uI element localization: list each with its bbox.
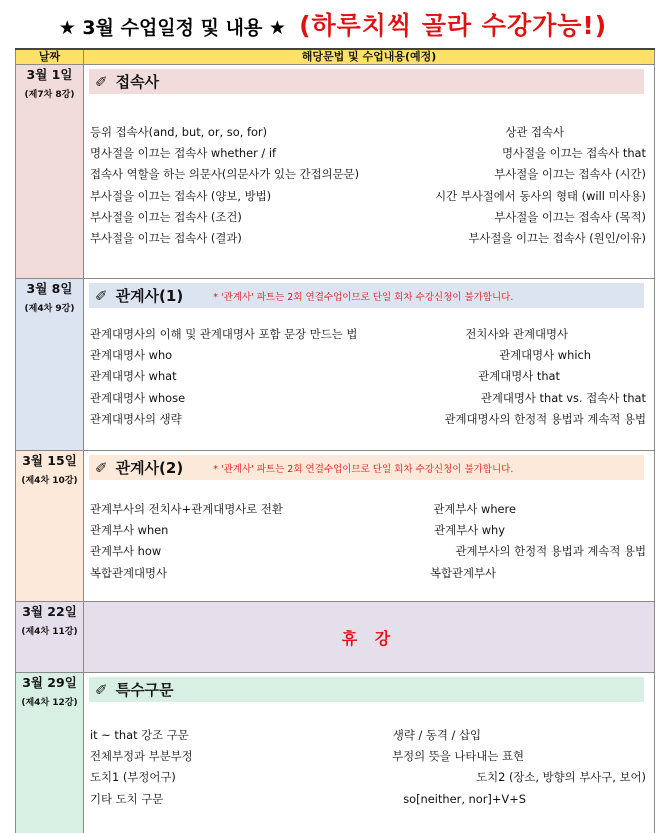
- topic-title: 특수구문: [115, 681, 174, 699]
- list-item: [90, 366, 646, 387]
- content-cell: [84, 673, 655, 833]
- item-left: 부사절을 이끄는 접속사 (조건): [90, 209, 242, 224]
- topic-bar: [89, 455, 644, 480]
- item-left: 부사절을 이끄는 접속사 (양보, 방법): [90, 188, 272, 203]
- item-left: 관계부사의 전치사+관계대명사로 전환: [90, 502, 283, 516]
- table-row: [16, 451, 655, 602]
- topic-title: 접속사: [115, 73, 160, 91]
- item-right: 부사절을 이끄는 접속사 (원인/이유): [468, 230, 646, 245]
- session-lecture-number: (제4차 11강): [21, 627, 78, 637]
- content-cell: [84, 602, 655, 673]
- session-lecture-number: (제4차 9강): [24, 304, 75, 314]
- item-left: it ~ that 강조 구문: [90, 728, 189, 742]
- list-item: [90, 746, 646, 767]
- table-header-row: [16, 49, 655, 65]
- topic-bar: [89, 677, 644, 702]
- date-cell: [16, 65, 84, 279]
- header-date: 날짜: [16, 49, 84, 65]
- item-left: 관계대명사 what: [90, 369, 177, 384]
- page-title: [0, 6, 666, 42]
- title-highlight: (하루치씩 골라 수강가능!): [299, 11, 608, 40]
- item-right: 관계대명사 that: [478, 369, 560, 384]
- pencil-icon: ✐: [95, 286, 108, 305]
- table-row: [16, 673, 655, 833]
- item-right: so[neither, nor]+V+S: [403, 791, 526, 806]
- topic-bar: [89, 69, 644, 94]
- list-item: [90, 388, 646, 409]
- item-left: 도치1 (부정어구): [90, 770, 176, 785]
- list-item: [90, 499, 646, 520]
- item-left: 관계대명사 whose: [90, 390, 186, 405]
- list-item: [90, 345, 646, 366]
- notice-text: * '관계사' 파트는 2회 연결수업이므로 단일 회차 수강신청이 불가합니다.: [213, 463, 514, 475]
- session-lecture-number: (제7차 8강): [24, 90, 75, 100]
- list-item: [90, 207, 646, 228]
- item-right: 관계대명사 which: [499, 348, 591, 363]
- list-item: [90, 789, 646, 810]
- list-item: [90, 541, 646, 562]
- holiday-label: 휴 강: [341, 628, 397, 648]
- item-left: 기타 도치 구문: [90, 791, 164, 806]
- item-right: 부정의 뜻을 나타내는 표현: [392, 749, 524, 764]
- topic-title: 관계사(1): [115, 287, 184, 305]
- item-right: 명사절을 이끄는 접속사 that: [501, 146, 646, 161]
- item-left: 전체부정과 부분부정: [90, 749, 193, 764]
- session-date: 3월 15일: [22, 453, 77, 468]
- item-left: 부사절을 이끄는 접속사 (결과): [90, 230, 242, 245]
- date-cell: [16, 673, 84, 833]
- list-item: [90, 725, 646, 746]
- topic-bar: [89, 283, 644, 308]
- item-left: 복합관계대명사: [90, 565, 168, 580]
- pencil-icon: ✐: [95, 680, 108, 699]
- list-item: [90, 563, 646, 584]
- item-right: 관계부사 why: [434, 523, 505, 538]
- item-left: 관계대명사의 이해 및 관계대명사 포함 문장 만드는 법: [90, 327, 358, 341]
- topic-title: 관계사(2): [115, 459, 184, 477]
- list-item: [90, 186, 646, 207]
- item-left: 관계대명사 who: [90, 348, 173, 363]
- list-item: [90, 409, 646, 430]
- item-right: 부사절을 이끄는 접속사 (시간): [494, 167, 646, 182]
- session-date: 3월 8일: [26, 281, 73, 296]
- item-right: 생략 / 동격 / 삽입: [392, 728, 481, 742]
- pencil-icon: ✐: [95, 458, 108, 477]
- session-lecture-number: (제4차 10강): [21, 476, 78, 486]
- session-lecture-number: (제4차 12강): [21, 698, 78, 708]
- list-item: [90, 767, 646, 788]
- item-right: 상관 접속사: [505, 125, 564, 139]
- topic-items: [90, 324, 646, 430]
- item-right: 관계대명사의 한정적 용법과 계속적 용법: [444, 411, 646, 426]
- notice-text: * '관계사' 파트는 2회 연결수업이므로 단일 회차 수강신청이 불가합니다.: [213, 291, 514, 303]
- item-left: 관계부사 when: [90, 523, 169, 538]
- item-right: 복합관계부사: [429, 565, 496, 580]
- item-right: 관계대명사 that vs. 접속사 that: [480, 390, 646, 405]
- item-right: 전치사와 관계대명사: [465, 327, 568, 341]
- topic-items: [90, 725, 646, 810]
- date-cell: [16, 602, 84, 673]
- header-content: 해당문법 및 수업내용(예정): [84, 49, 655, 65]
- list-item: [90, 122, 646, 143]
- session-date: 3월 1일: [26, 67, 73, 82]
- list-item: [90, 520, 646, 541]
- item-right: 관계부사 where: [433, 502, 516, 516]
- item-left: 관계부사 how: [90, 544, 162, 559]
- table-row: [16, 65, 655, 279]
- content-cell: [84, 279, 655, 451]
- item-left: 명사절을 이끄는 접속사 whether / if: [90, 146, 277, 161]
- content-cell: [84, 65, 655, 279]
- session-date: 3월 29일: [22, 675, 77, 690]
- list-item: [90, 324, 646, 345]
- schedule-table: [15, 48, 655, 833]
- title-main: ★ 3월 수업일정 및 내용 ★: [58, 17, 286, 39]
- item-left: 관계대명사의 생략: [90, 411, 182, 426]
- list-item: [90, 143, 646, 164]
- item-left: 등위 접속사(and, but, or, so, for): [90, 125, 268, 139]
- content-cell: [84, 451, 655, 602]
- item-right: 시간 부사절에서 동사의 형태 (will 미사용): [435, 188, 646, 203]
- item-right: 도치2 (장소, 방향의 부사구, 보어): [476, 770, 646, 785]
- table-row: [16, 279, 655, 451]
- date-cell: [16, 279, 84, 451]
- list-item: [90, 228, 646, 249]
- topic-items: [90, 499, 646, 584]
- topic-items: [90, 122, 646, 249]
- table-row: [16, 602, 655, 673]
- item-right: 관계부사의 한정적 용법과 계속적 용법: [455, 544, 646, 559]
- date-cell: [16, 451, 84, 602]
- item-right: 부사절을 이끄는 접속사 (목적): [494, 209, 646, 224]
- item-left: 접속사 역할을 하는 의문사(의문사가 있는 간접의문문): [90, 167, 360, 182]
- session-date: 3월 22일: [22, 604, 77, 619]
- pencil-icon: ✐: [95, 72, 108, 91]
- list-item: [90, 164, 646, 185]
